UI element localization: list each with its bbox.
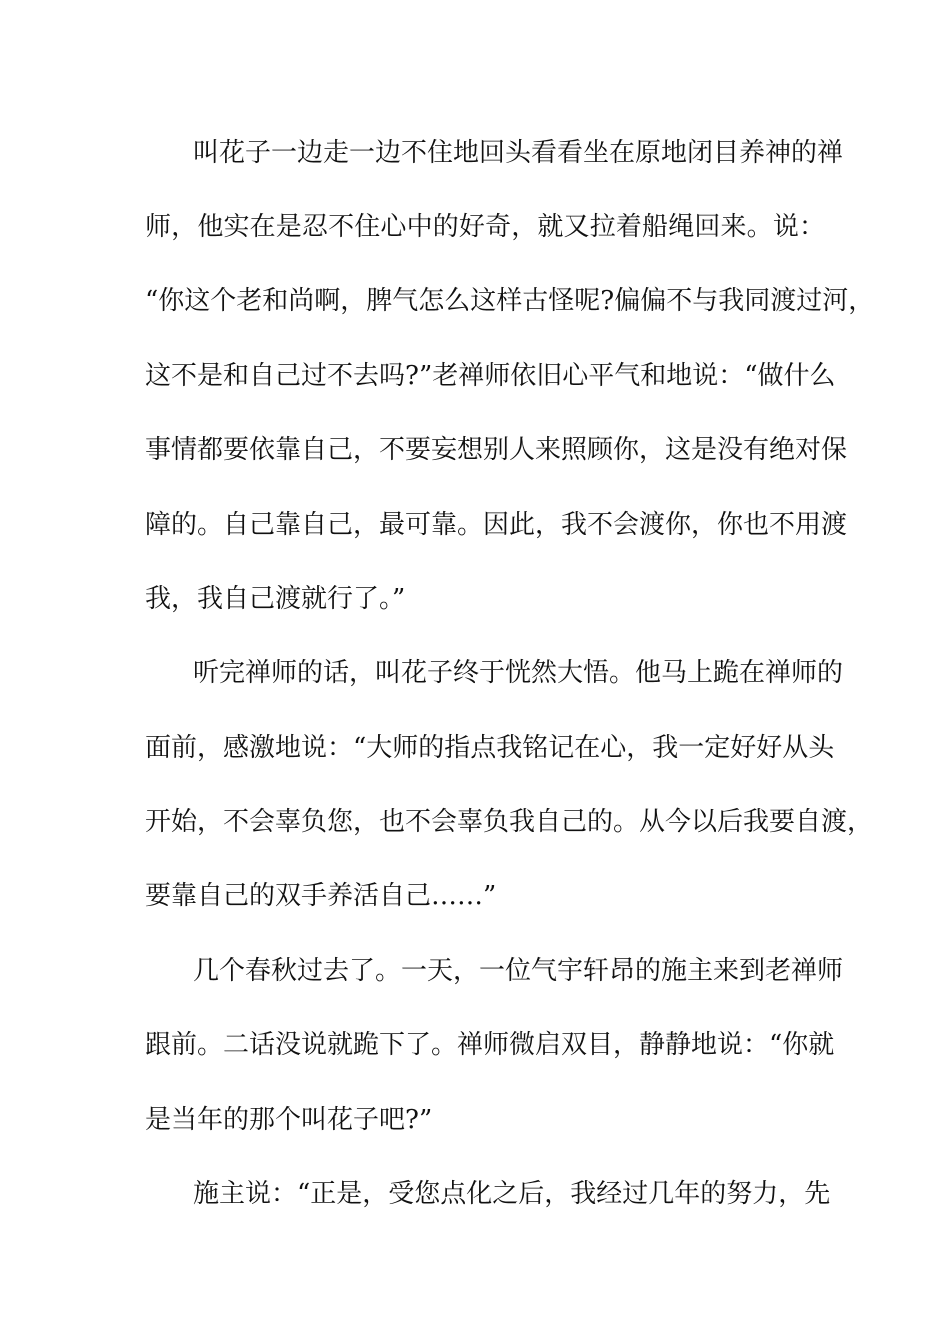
text-line: 这不是和自己过不去吗?”老禅师依旧心平气和地说：“做什么 xyxy=(145,361,836,391)
text-line: 要靠自己的双手养活自己……” xyxy=(145,881,497,911)
text-line: “你这个老和尚啊，脾气怎么这样古怪呢?偏偏不与我同渡过河， xyxy=(145,286,875,316)
text-line: 师，他实在是忍不住心中的好奇，就又拉着船绳回来。说： xyxy=(145,212,825,242)
text-line: 我，我自己渡就行了。” xyxy=(145,584,406,614)
text-line: 事情都要依靠自己，不要妄想别人来照顾你，这是没有绝对保 xyxy=(145,435,848,465)
text-line: 跟前。二话没说就跪下了。禅师微启双目，静静地说：“你就 xyxy=(145,1030,835,1060)
text-line: 面前，感激地说：“大师的指点我铭记在心，我一定好好从头 xyxy=(145,733,835,763)
text-line: 是当年的那个叫花子吧?” xyxy=(145,1105,433,1135)
text-line: 叫花子一边走一边不住地回头看看坐在原地闭目养神的禅 xyxy=(193,138,844,168)
text-line: 障的。自己靠自己，最可靠。因此，我不会渡你，你也不用渡 xyxy=(145,510,848,540)
text-line: 施主说：“正是，受您点化之后，我经过几年的努力，先 xyxy=(193,1179,831,1209)
text-line: 几个春秋过去了。一天，一位气宇轩昂的施主来到老禅师 xyxy=(193,956,844,986)
text-line: 开始，不会辜负您，也不会辜负我自己的。从今以后我要自渡， xyxy=(145,807,874,837)
text-line: 听完禅师的话，叫花子终于恍然大悟。他马上跪在禅师的 xyxy=(193,658,844,688)
